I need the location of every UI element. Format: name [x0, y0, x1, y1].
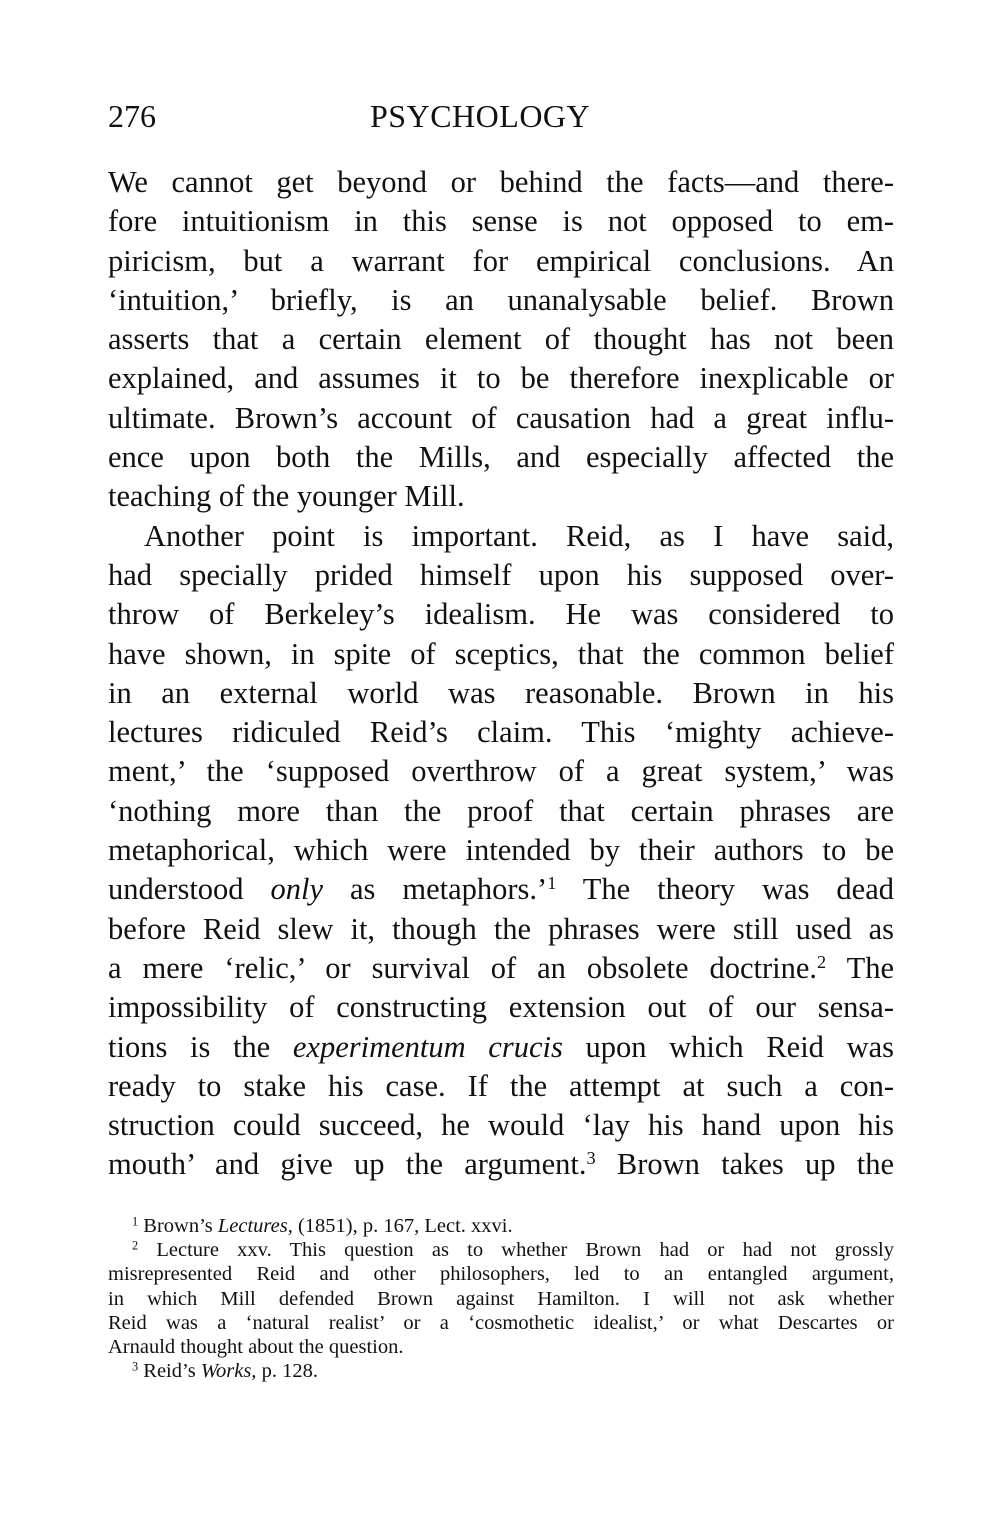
footnote-marker: 2 [132, 1238, 139, 1253]
text-line [108, 949, 894, 988]
footnote-2 [108, 1238, 894, 1262]
text-line: ultimate. Brown’s account of causation had a great influ- [108, 400, 894, 435]
footnote-line: in which Mill defended Brown against Hamilton. I will not ask whether [108, 1287, 894, 1310]
text-line: teaching of the younger Mill. [108, 479, 465, 514]
text-line: ment,’ the ‘supposed overthrow of a great system,’ was [108, 754, 894, 789]
text-line: in an external world was reasonable. Brown in his [108, 675, 894, 710]
text-line: fore intuitionism in this sense is not opposed to em- [108, 204, 894, 239]
text-span: The theory was dead [556, 872, 894, 907]
text-span: Brown takes up the [595, 1147, 894, 1182]
text-span: tions is the [108, 1029, 293, 1064]
text-span: mouth’ and give up the argument. [108, 1147, 587, 1182]
footnote-line: misrepresented Reid and other philosophers, led to an entangled argument, [108, 1263, 894, 1286]
text-line: ready to stake his case. If the attempt at such a con- [108, 1068, 894, 1103]
italic-text: only [270, 872, 324, 907]
text-line: asserts that a certain element of thought has not been [108, 322, 894, 357]
text-line: explained, and assumes it to be therefore inexplicable or [108, 361, 894, 396]
page-header [108, 98, 894, 138]
text-line: struction could succeed, he would ‘lay his hand upon his [108, 1108, 894, 1143]
text-line: impossibility of constructing extension out of our sensa- [108, 990, 894, 1025]
text-line [108, 1145, 894, 1184]
footnote-ref[interactable]: 3 [586, 1148, 596, 1169]
page-number: 276 [108, 98, 156, 134]
text-span: upon which Reid was [562, 1029, 895, 1064]
text-line: ence upon both the Mills, and especially affected the [108, 440, 894, 475]
footnote-ref[interactable]: 1 [547, 873, 557, 894]
italic-text: experimentum crucis [292, 1029, 563, 1064]
text-line [108, 870, 894, 909]
text-span: The [826, 950, 894, 985]
body-text [108, 163, 894, 1185]
text-line [108, 1028, 894, 1067]
text-span: as metaphors.’ [323, 872, 548, 907]
footnote-3 [108, 1359, 894, 1383]
text-span: Brown’s [143, 1215, 218, 1237]
running-head: PSYCHOLOGY [370, 98, 591, 134]
text-line: Another point is important. Reid, as I have said, [144, 518, 894, 553]
footnote-marker: 3 [132, 1359, 139, 1374]
footnote-line: Reid was a ‘natural realist’ or a ‘cosmothetic idealist,’ or what Descartes or [108, 1311, 894, 1334]
text-span: understood [108, 872, 271, 907]
text-span: Lecture xxv. This question as to whether Brown had or had not grossly [156, 1239, 894, 1262]
text-line: had specially prided himself upon his supposed over- [108, 557, 894, 592]
footnotes [108, 1214, 894, 1383]
footnote-line: Arnauld thought about the question. [108, 1335, 404, 1358]
text-span: (1851), p. 167, Lect. xxvi. [292, 1215, 513, 1237]
text-line: piricism, but a warrant for empirical conclusions. An [108, 243, 894, 278]
text-line: throw of Berkeley’s idealism. He was considered to [108, 597, 894, 632]
footnote-ref[interactable]: 2 [817, 951, 827, 972]
italic-text: Works, [200, 1360, 257, 1383]
text-line: have shown, in spite of sceptics, that the common belief [108, 636, 894, 671]
text-line: lectures ridiculed Reid’s claim. This ‘mighty achieve- [108, 715, 894, 750]
text-span: Reid’s [143, 1360, 201, 1383]
italic-text: Lectures, [217, 1215, 293, 1237]
text-line: We cannot get beyond or behind the facts—and there- [108, 165, 894, 199]
text-line: ‘nothing more than the proof that certain phrases are [108, 793, 894, 828]
text-line: metaphorical, which were intended by their authors to be [108, 833, 894, 868]
text-line: ‘intuition,’ briefly, is an unanalysable belief. Brown [108, 282, 894, 317]
text-span: a mere ‘relic,’ or survival of an obsolete doctrine. [108, 950, 818, 985]
text-span: p. 128. [256, 1360, 318, 1383]
footnote-1 [108, 1214, 894, 1238]
text-line: before Reid slew it, though the phrases were still used as [108, 911, 894, 946]
footnote-marker: 1 [132, 1214, 139, 1229]
